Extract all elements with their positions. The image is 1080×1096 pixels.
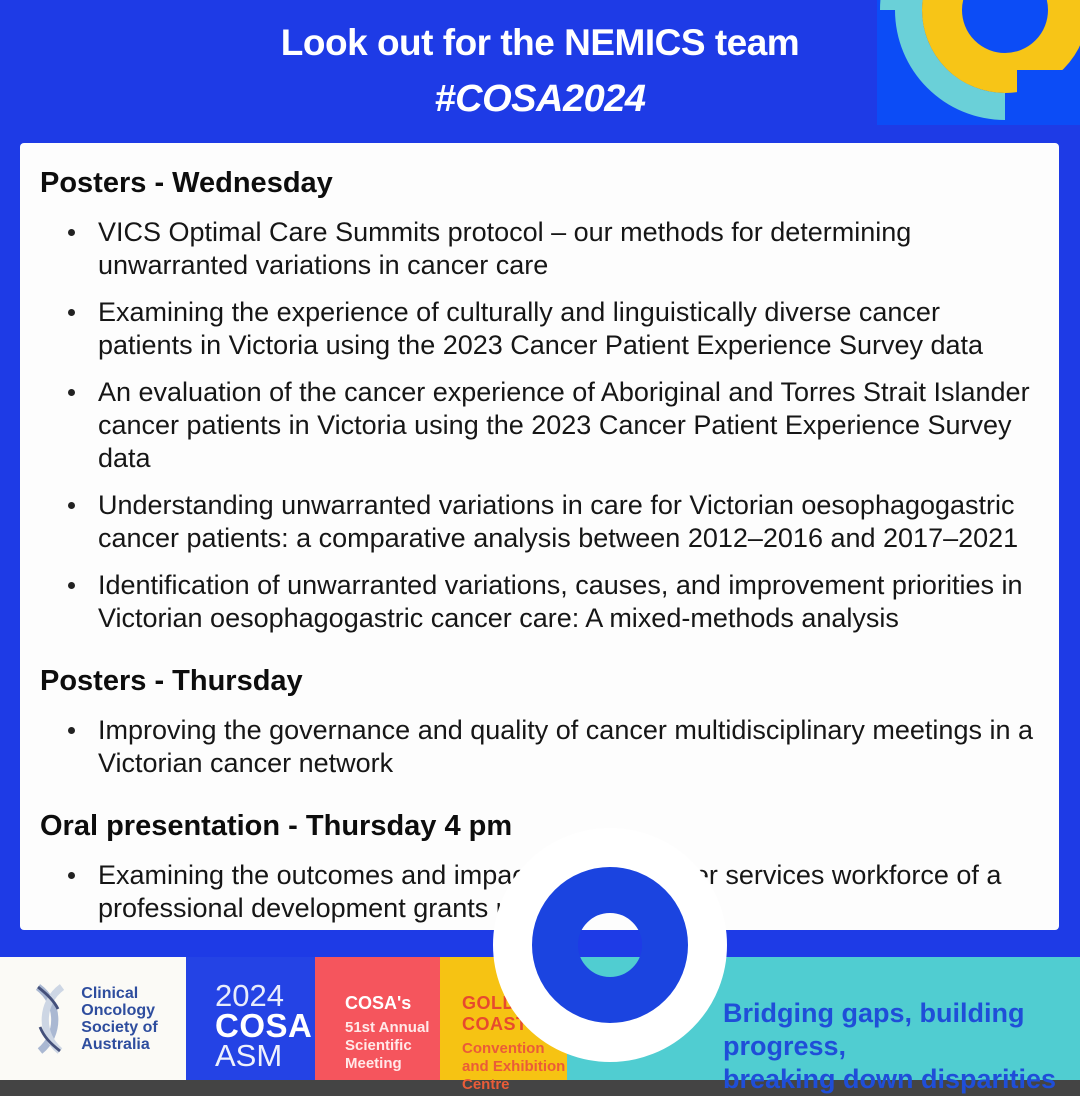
cosa-logo [28, 983, 157, 1055]
venue-line: Convention [462, 1040, 545, 1057]
bullet-icon [68, 389, 75, 396]
logo-line: Society of [81, 1018, 158, 1036]
tagline-line: Bridging gaps, building progress, [723, 998, 1025, 1061]
section-heading: Posters - Wednesday [40, 167, 333, 199]
cosa-logo-text [81, 985, 157, 1053]
asm-text: ASM [215, 1038, 283, 1073]
corner-rings-decoration [877, 0, 1080, 125]
meeting-title: COSA's [345, 993, 412, 1013]
bullet-icon [68, 309, 75, 316]
meeting-line: Meeting [345, 1055, 402, 1072]
bullet-icon [68, 727, 75, 734]
cosa-ribbon-logo-icon [28, 983, 72, 1055]
venue-line: and Exhibition [462, 1058, 566, 1075]
poster-hashtag: #COSA2024 [434, 78, 646, 120]
bullet-icon [68, 229, 75, 236]
logo-line: Australia [81, 1035, 150, 1053]
schedule-card [20, 143, 1059, 930]
list-item [60, 489, 1035, 555]
logo-line: Clinical [81, 984, 139, 1002]
list-item-text: VICS Optimal Care Summits protocol – our methods for determining unwarranted variations in cancer care [98, 217, 912, 280]
list-item-text: An evaluation of the cancer experience of Aboriginal and Torres Strait Islander cancer patients in Victoria using the 2023 Cancer Patient Experience Survey data [98, 377, 1030, 473]
list-item [60, 569, 1035, 635]
list-item-text: Understanding unwarranted variations in care for Victorian oesophagogastric cancer patients: a comparative analysis between 2012–2016 and 2017–2021 [98, 490, 1019, 553]
tagline [723, 997, 1080, 1096]
poster-list-wednesday [40, 216, 1035, 635]
logo-line: Oncology [81, 1001, 156, 1019]
year-text: 2024 [215, 978, 284, 1013]
bullet-icon [68, 872, 75, 879]
list-item [60, 714, 1035, 780]
footer-panel-meeting [315, 957, 440, 1080]
poster-title: Look out for the NEMICS team [280, 22, 800, 63]
list-item [60, 296, 1035, 362]
list-item-text: Examining the outcomes and impacts on the cancer services workforce of a professional development grants program [98, 860, 1002, 923]
cosa-text: COSA [215, 1007, 313, 1044]
section-heading: Posters - Thursday [40, 665, 303, 697]
list-item-text: Examining the experience of culturally and linguistically diverse cancer patients in Victoria using the 2023 Cancer Patient Experience Survey data [98, 297, 984, 360]
venue-title: GOLD COAST [462, 993, 528, 1034]
poster-list-thursday [40, 714, 1035, 780]
bullet-icon [68, 502, 75, 509]
section-posters-thursday [40, 665, 1035, 780]
section-heading: Oral presentation - Thursday 4 pm [40, 810, 513, 842]
list-item [60, 216, 1035, 282]
rings-icon [877, 0, 1080, 125]
bullet-icon [68, 582, 75, 589]
footer-panel-tagline [567, 957, 1080, 1094]
footer-panel-cosa-logo [0, 957, 186, 1080]
meeting-line: Scientific [345, 1037, 412, 1054]
footer-banner [0, 957, 1080, 1094]
tagline-line: breaking down disparities [723, 1064, 1057, 1094]
meeting-line: 51st Annual [345, 1019, 430, 1036]
footer-panel-2024-cosa-asm [186, 957, 315, 1080]
list-item [60, 376, 1035, 475]
list-item-text: Identification of unwarranted variations, causes, and improvement priorities in Victorian oesophagogastric cancer care: A mixed-methods analysis [98, 570, 1023, 633]
venue-line: Centre [462, 1076, 510, 1093]
list-item-text: Improving the governance and quality of cancer multidisciplinary meetings in a Victorian cancer network [98, 715, 1033, 778]
section-posters-wednesday [40, 167, 1035, 635]
